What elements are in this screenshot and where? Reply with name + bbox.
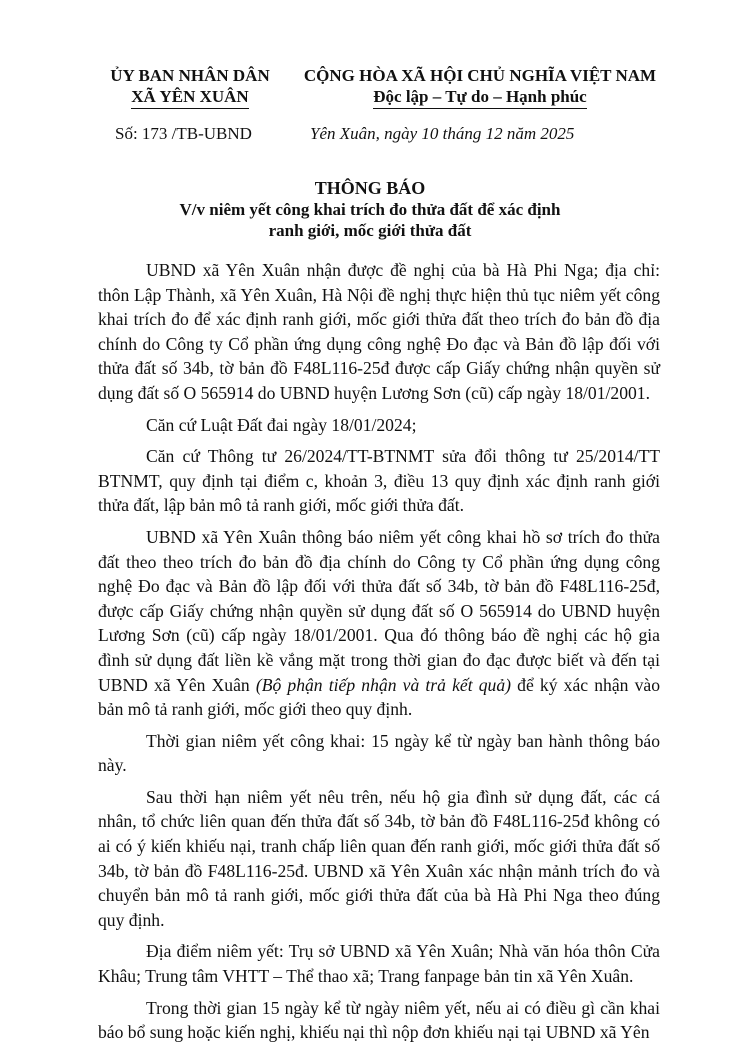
motto: Độc lập – Tự do – Hạnh phúc: [373, 86, 586, 109]
paragraph-announcement: [98, 525, 660, 722]
paragraph-legal-basis-2: Căn cứ Thông tư 26/2024/TT-BTNMT sửa đổi thông tư 25/2014/TT BTNMT, quy định tại điểm c, khoản 3, điều 13 quy định xác định ranh giới thửa đất, lập bản mô tả ranh giới, mốc giới thửa đất.: [98, 446, 660, 516]
announcement-text: UBND xã Yên Xuân thông báo niêm yết công khai hồ sơ trích đo thửa đất theo theo trích đo bản đồ địa chính do Công ty Cổ phần ứng dụng công nghệ Đo đạc và Bản đồ lập đối với thửa đất số 34b, tờ bản đồ F48L116-25đ, được cấp Giấy chứng nhận quyền sử dụng đất số O 565914 do UBND huyện Lương Sơn (cũ) cấp ngày 18/01/2001. Qua đó thông báo đề nghị các hộ gia đình sử dụng đất liền kề vắng mặt trong thời gian đo đạc được biết và đến tại UBND xã Yên Xuân: [98, 526, 660, 695]
paragraph-request: UBND xã Yên Xuân nhận được đề nghị của bà Hà Phi Nga; địa chỉ: thôn Lập Thành, xã Yên Xuân, Hà Nội đề nghị thực hiện thủ tục niêm yết công khai trích đo để xác định ranh giới, mốc giới thửa đất theo trích đo bản đồ địa chính do Công ty Cổ phần ứng dụng công nghệ Đo đạc và Bản đồ lập đối với thửa đất số 34b, tờ bản đồ F48L116-25đ được cấp Giấy chứng nhận quyền sử dụng đất số O 565914 do UBND huyện Lương Sơn (cũ) cấp ngày 18/01/2001.: [98, 260, 660, 403]
nation-name: CỘNG HÒA XÃ HỘI CHỦ NGHĨA VIỆT NAM: [303, 66, 657, 85]
paragraph-posting-period: Thời gian niêm yết công khai: 15 ngày kể từ ngày ban hành thông báo này.: [98, 730, 660, 776]
national-motto: [290, 65, 670, 109]
document-body: [98, 258, 660, 1045]
authority-line-1: ỦY BAN NHÂN DÂN: [110, 66, 270, 85]
title-main: THÔNG BÁO: [314, 178, 426, 198]
authority-line-2: XÃ YÊN XUÂN: [131, 86, 248, 109]
issuing-authority: [95, 65, 285, 109]
announcement-text-end: để ký xác nhận vào bản mô tả ranh giới, mốc giới theo quy định.: [98, 674, 660, 720]
paragraph-legal-basis-1: Căn cứ Luật Đất đai ngày 18/01/2024;: [146, 414, 417, 435]
document-title: [100, 178, 640, 241]
paragraph-after-posting: Sau thời hạn niêm yết nêu trên, nếu hộ gia đình sử dụng đất, các cá nhân, tổ chức liên quan đến thửa đất số 34b, tờ bản đồ F48L116-25đ không có ai có ý kiến khiếu nại, tranh chấp liên quan đến ranh giới, mốc giới thửa đất số 34b, tờ bản đồ F48L116-25đ. UBND xã Yên Xuân xác nhận mảnh trích đo và chuyển bản mô tả ranh giới, mốc giới thửa đất của bà Hà Phi Nga theo đúng quy định.: [98, 786, 660, 930]
title-subject-line-1: V/v niêm yết công khai trích đo thửa đất để xác định: [179, 200, 561, 219]
paragraph-posting-locations: Địa điểm niêm yết: Trụ sở UBND xã Yên Xuân; Nhà văn hóa thôn Cửa Khâu; Trung tâm VHTT – Thể thao xã; Trang fanpage bản tin xã Yên Xuân.: [98, 941, 660, 987]
announcement-department: (Bộ phận tiếp nhận và trả kết quả): [255, 674, 511, 695]
paragraph-complaints: Trong thời gian 15 ngày kể từ ngày niêm yết, nếu ai có điều gì cần khai báo bổ sung hoặc kiến nghị, khiếu nại thì nộp đơn khiếu nại tại UBND xã Yên: [98, 997, 660, 1043]
place-date: Yên Xuân, ngày 10 tháng 12 năm 2025: [310, 124, 575, 143]
document-number: Số: 173 /TB-UBND: [115, 124, 252, 143]
title-subject-line-2: ranh giới, mốc giới thửa đất: [268, 221, 472, 240]
